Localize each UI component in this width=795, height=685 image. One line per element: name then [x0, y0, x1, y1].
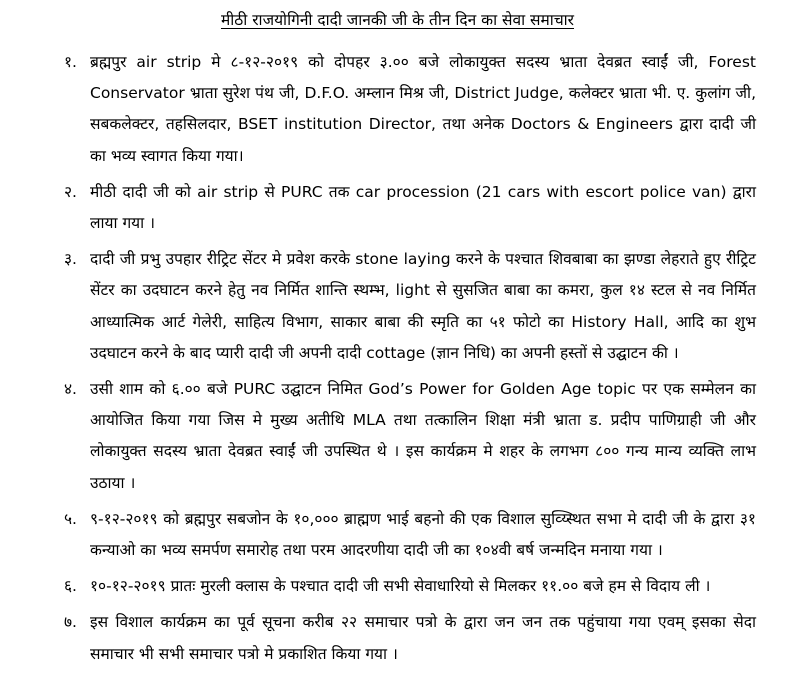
document-title — [0, 8, 795, 32]
news-item — [64, 607, 756, 669]
news-item-text: ९-१२-२०१९ को ब्रह्मपुर सबजोन के १०,००० ब्राह्मण भाई बहनो की एक विशाल सुव्य्स्थित सभा मे दादी जी के द्वारा ३१ कन्याओ का भव्य समर्पण समारोह तथा परम आदरणीया दादी जी का १०४वी बर्ष जन्मदिन मनाया गया । — [90, 509, 756, 560]
news-item-list — [64, 47, 756, 675]
news-item-number: ५. — [64, 509, 77, 528]
news-item-number: ६. — [64, 577, 77, 596]
news-item — [64, 47, 756, 172]
news-item-number: ४. — [64, 380, 77, 399]
news-item-text: मीठी दादी जी को air strip से PURC तक car procession (21 cars with escort police van) द्वारा लाया गया । — [90, 182, 756, 233]
news-item — [64, 177, 756, 239]
news-item — [64, 374, 756, 499]
news-item — [64, 244, 756, 369]
news-item-text: उसी शाम को ६.०० बजे PURC उद्घाटन निमित God’s Power for Golden Age topic पर एक सम्मेलन का आयोजित किया गया जिस मे मुख्य अतीथि MLA तथा तत्कालिन शिक्षा मंत्री भ्राता ड. प्रदीप पाणिग्राही जी और लोकायुक्त सदस्य भ्राता देवब्रत स्वाईं जी उपस्थित थे । इस कार्यक्रम मे शहर के लगभग ८०० गन्य मान्य व्यक्ति लाभ उठाया । — [90, 380, 756, 492]
news-item-text: दादी जी प्रभु उपहार रीट्रिट सेंटर मे प्रवेश करके stone laying करने के पश्चात शिवबाबा का झण्डा लेहराते हुए रीट्रिट सेंटर का उदघाटन करने हेतु नव निर्मित शान्ति स्थम्भ, light से सुसजित बाबा का कमरा, कुल १४ स्टल से नव निर्मित आध्यात्मिक आर्ट गेलेरी, साहित्य विभाग, साकार बाबा की स्मृति का ५१ फोटो का History Hall, आदि का शुभ उदघाटन करने के बाद प्यारी दादी जी अपनी दादी cottage (ज्ञान निधि) का अपनी हस्तों से उद्घाटन की । — [90, 250, 756, 362]
news-item-text: १०-१२-२०१९ प्रातः मुरली क्लास के पश्चात दादी जी सभी सेवाधारियो से मिलकर ११.०० बजे हम से विदाय ली । — [90, 577, 711, 596]
news-item-number: ३. — [64, 250, 77, 269]
news-item — [64, 504, 756, 566]
news-item-number: २. — [64, 182, 77, 201]
document-title-text: मीठी राजयोगिनी दादी जानकी जी के तीन दिन का सेवा समाचार — [220, 11, 575, 29]
news-item-text: ब्रह्मपुर air strip मे ८-१२-२०१९ को दोपहर ३.०० बजे लोकायुक्त सदस्य भ्राता देवब्रत स्वाईं जी, Forest Conservator भ्राता सुरेश पंथ जी, D.F.O. अम्लान मिश्र जी, District Judge, कलेक्टर भ्राता भी. ए. कुलांग जी, सबकलेक्टर, तहसिलदार, BSET institution Director, तथा अनेक Doctors & Engineers द्वारा दादी जी का भव्य स्वागत किया गया। — [90, 53, 756, 165]
news-item — [64, 571, 756, 602]
news-item-number: ७. — [64, 613, 77, 632]
news-item-number: १. — [64, 53, 77, 71]
news-item-text: इस विशाल कार्यक्रम का पूर्व सूचना करीब २२ समाचार पत्रो के द्वारा जन जन तक पहुंचाया गया एवम् इसका सेदा समाचार भी सभी समाचार पत्रो मे प्रकाशित किया गया । — [90, 613, 756, 663]
